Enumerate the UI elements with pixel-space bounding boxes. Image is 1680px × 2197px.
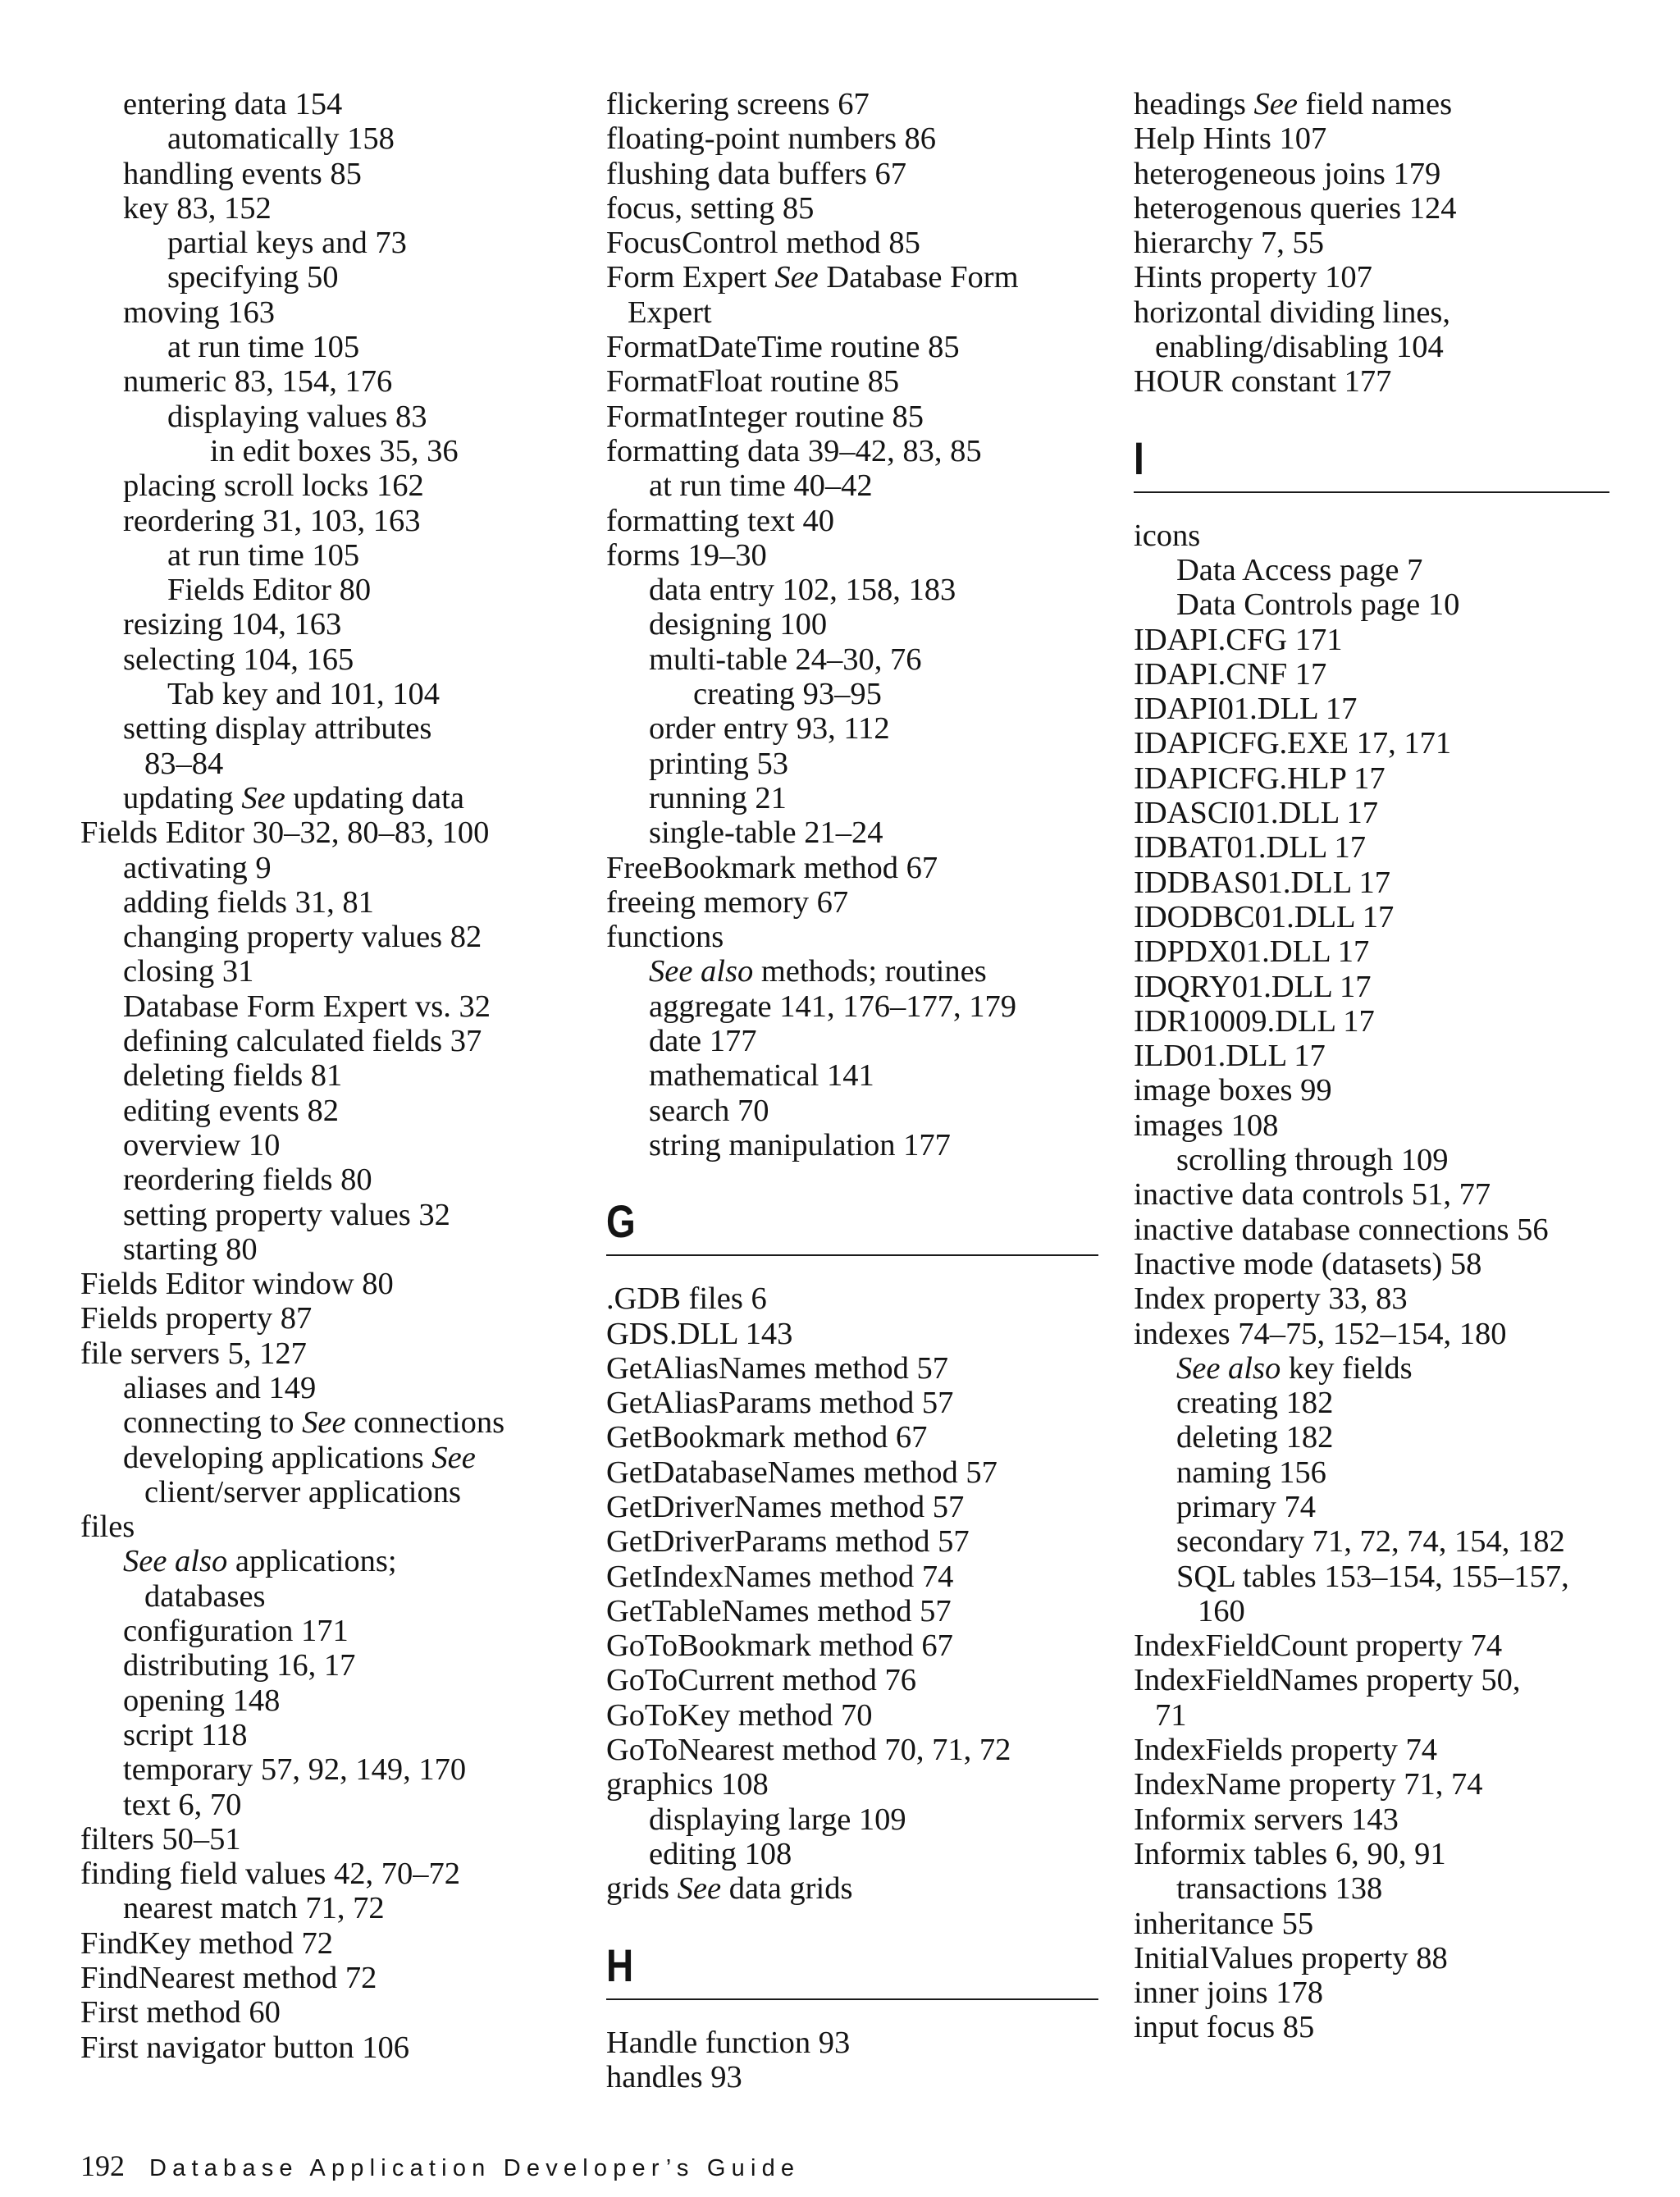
cross-reference: See — [677, 1871, 722, 1907]
index-entry — [1134, 87, 1609, 121]
cross-reference: See — [431, 1440, 476, 1475]
cross-reference: See — [241, 780, 285, 815]
entry-text: grids — [606, 1871, 678, 1907]
index-entry: activating 9 — [123, 850, 272, 885]
index-entry: IDAPICFG.EXE 17, 171 — [1134, 726, 1452, 761]
index-entry: single-table 21–24 — [649, 815, 883, 851]
index-entry: Handle function 93 — [606, 2025, 851, 2060]
index-entry: 83–84 — [144, 746, 224, 781]
page-number: 192 — [80, 2149, 125, 2182]
index-entry: Inactive mode (datasets) 58 — [1134, 1246, 1482, 1281]
index-entry: mathematical 141 — [649, 1058, 874, 1094]
entry-text: field names — [1297, 87, 1453, 121]
index-entry: GetDriverParams method 57 — [606, 1524, 970, 1560]
index-entry: text 6, 70 — [123, 1787, 242, 1822]
index-entry: Tab key and 101, 104 — [167, 677, 440, 712]
index-entry: databases — [144, 1578, 266, 1614]
index-entry: IndexFields property 74 — [1134, 1733, 1437, 1768]
index-entry: inactive data controls 51, 77 — [1134, 1177, 1491, 1213]
section-divider — [606, 1254, 1098, 1256]
cross-reference: See — [1253, 87, 1298, 121]
entry-text: data grids — [721, 1871, 853, 1907]
cross-reference: See also — [649, 954, 754, 989]
index-entry: printing 53 — [649, 746, 789, 781]
index-entry: flickering screens 67 — [606, 87, 870, 121]
entry-text: connecting to — [123, 1405, 303, 1441]
index-entry: in edit boxes 35, 36 — [210, 433, 459, 468]
index-entry: formatting data 39–42, 83, 85 — [606, 433, 982, 468]
index-entry: 71 — [1155, 1697, 1187, 1733]
page-footer — [80, 2148, 800, 2190]
index-entry — [80, 781, 589, 815]
index-entry: at run time 40–42 — [649, 468, 873, 504]
index-entry: secondary 71, 72, 74, 154, 182 — [1176, 1524, 1565, 1560]
index-entry: numeric 83, 154, 176 — [123, 364, 393, 400]
index-entry: primary 74 — [1176, 1489, 1316, 1524]
index-entry: forms 19–30 — [606, 537, 767, 573]
entry-text: connections — [345, 1405, 505, 1441]
index-entry: FindNearest method 72 — [80, 1961, 377, 1996]
index-entry: IDAPI.CFG 171 — [1134, 622, 1343, 657]
index-entry: aggregate 141, 176–177, 179 — [649, 989, 1016, 1024]
index-entry: Index property 33, 83 — [1134, 1281, 1408, 1317]
index-entry: Fields property 87 — [80, 1301, 313, 1336]
index-entry: files — [80, 1510, 135, 1545]
index-entry: GetIndexNames method 74 — [606, 1559, 954, 1594]
index-entry: reordering 31, 103, 163 — [123, 503, 421, 538]
index-entry: GetDatabaseNames method 57 — [606, 1455, 998, 1490]
entry-text: updating — [123, 780, 242, 815]
entry-text: key fields — [1281, 1350, 1413, 1386]
index-entry: GoToBookmark method 67 — [606, 1628, 953, 1664]
index-entry: opening 148 — [123, 1683, 281, 1718]
index-entry: enabling/disabling 104 — [1155, 330, 1444, 365]
index-entry: displaying large 109 — [649, 1802, 906, 1837]
index-entry: FreeBookmark method 67 — [606, 850, 938, 885]
index-entry: functions — [606, 920, 724, 955]
index-entry: freeing memory 67 — [606, 884, 849, 920]
index-entry: IDAPI.CNF 17 — [1134, 656, 1327, 692]
index-entry — [1134, 1351, 1609, 1386]
index-entry: client/server applications — [144, 1474, 461, 1510]
index-entry: GetAliasParams method 57 — [606, 1386, 954, 1421]
index-entry: IndexFieldCount property 74 — [1134, 1628, 1503, 1664]
index-entry: file servers 5, 127 — [80, 1336, 307, 1371]
index-entry: deleting fields 81 — [123, 1058, 343, 1094]
index-entry: IDODBC01.DLL 17 — [1134, 899, 1395, 934]
index-entry: running 21 — [649, 780, 787, 815]
index-entry — [606, 1871, 1098, 1906]
section-letter: G — [606, 1195, 636, 1248]
index-entry: entering data 154 — [123, 87, 343, 121]
index-entry: date 177 — [649, 1024, 757, 1059]
index-entry: FindKey method 72 — [80, 1925, 333, 1961]
cross-reference: See also — [123, 1544, 228, 1579]
index-entry: GDS.DLL 143 — [606, 1316, 793, 1351]
index-entry: GoToCurrent method 76 — [606, 1663, 916, 1698]
index-entry: setting property values 32 — [123, 1197, 450, 1232]
index-entry: starting 80 — [123, 1231, 258, 1267]
index-entry: distributing 16, 17 — [123, 1648, 356, 1683]
cross-reference: See — [774, 260, 819, 295]
index-entry: FormatFloat routine 85 — [606, 364, 900, 400]
index-entry: aliases and 149 — [123, 1370, 317, 1405]
index-entry: IDAPI01.DLL 17 — [1134, 692, 1358, 727]
index-entry: IDR10009.DLL 17 — [1134, 1003, 1375, 1039]
index-entry: Fields Editor 30–32, 80–83, 100 — [80, 815, 490, 851]
index-entry: heterogeneous joins 179 — [1134, 156, 1441, 191]
index-entry: setting display attributes — [123, 711, 432, 747]
index-entry — [80, 1441, 589, 1475]
index-entry: finding field values 42, 70–72 — [80, 1857, 460, 1892]
index-column-2 — [606, 87, 1098, 2094]
index-entry: scrolling through 109 — [1176, 1143, 1449, 1178]
index-entry: resizing 104, 163 — [123, 607, 342, 642]
index-entry: heterogenous queries 124 — [1134, 190, 1457, 226]
index-entry: Fields Editor window 80 — [80, 1267, 394, 1302]
index-entry: handles 93 — [606, 2059, 742, 2094]
index-entry: order entry 93, 112 — [649, 711, 890, 747]
cross-reference: See also — [1176, 1350, 1281, 1386]
index-entry: inheritance 55 — [1134, 1906, 1314, 1941]
index-entry: Hints property 107 — [1134, 260, 1372, 295]
index-entry: FormatDateTime routine 85 — [606, 330, 960, 365]
index-entry: placing scroll locks 162 — [123, 468, 424, 504]
index-entry: Expert — [628, 295, 712, 330]
index-entry: Data Access page 7 — [1176, 552, 1423, 587]
index-entry: selecting 104, 165 — [123, 642, 354, 677]
index-entry: Help Hints 107 — [1134, 121, 1327, 157]
cross-reference: See — [302, 1405, 346, 1441]
index-entry — [80, 1405, 589, 1440]
section-header-i — [1134, 400, 1609, 518]
index-entry: IndexName property 71, 74 — [1134, 1767, 1483, 1802]
index-entry: First navigator button 106 — [80, 2030, 410, 2065]
index-entry: automatically 158 — [167, 121, 395, 157]
index-entry: IDBAT01.DLL 17 — [1134, 830, 1367, 866]
index-entry: .GDB files 6 — [606, 1281, 767, 1317]
index-entry: IDPDX01.DLL 17 — [1134, 934, 1370, 970]
index-entry — [606, 954, 1098, 989]
index-column-1 — [80, 87, 589, 2065]
index-entry: GetTableNames method 57 — [606, 1593, 952, 1628]
index-entry: displaying values 83 — [167, 399, 427, 434]
index-entry: image boxes 99 — [1134, 1073, 1332, 1108]
index-column-3 — [1134, 87, 1609, 2045]
index-entry: inactive database connections 56 — [1134, 1212, 1549, 1247]
index-entry: string manipulation 177 — [649, 1127, 951, 1162]
index-entry: GetAliasNames method 57 — [606, 1350, 948, 1386]
index-entry: deleting 182 — [1176, 1420, 1334, 1455]
index-entry: Data Controls page 10 — [1176, 587, 1460, 623]
index-entry: multi-table 24–30, 76 — [649, 642, 922, 677]
section-header-h — [606, 1907, 1098, 2026]
index-entry: Informix servers 143 — [1134, 1802, 1399, 1837]
index-entry: IndexFieldNames property 50, — [1134, 1663, 1521, 1698]
index-entry: IDQRY01.DLL 17 — [1134, 969, 1372, 1004]
section-divider — [1134, 491, 1609, 493]
index-entry: Informix tables 6, 90, 91 — [1134, 1836, 1446, 1871]
index-entry: images 108 — [1134, 1108, 1279, 1143]
index-entry: ILD01.DLL 17 — [1134, 1039, 1326, 1074]
index-entry: floating-point numbers 86 — [606, 121, 937, 157]
index-entry: 160 — [1198, 1593, 1245, 1628]
index-entry: formatting text 40 — [606, 503, 834, 538]
book-title: Database Application Developer’s Guide — [149, 2155, 801, 2181]
index-entry: GoToNearest method 70, 71, 72 — [606, 1733, 1011, 1768]
index-entry: input focus 85 — [1134, 2010, 1315, 2045]
index-entry: overview 10 — [123, 1127, 281, 1162]
index-entry: at run time 105 — [167, 330, 360, 365]
index-entry: hierarchy 7, 55 — [1134, 226, 1324, 261]
index-entry: icons — [1134, 518, 1201, 553]
section-header-g — [606, 1162, 1098, 1281]
index-entry: IDASCI01.DLL 17 — [1134, 796, 1378, 831]
entry-text: headings — [1134, 87, 1254, 121]
index-entry: GoToKey method 70 — [606, 1697, 873, 1733]
index-entry: FocusControl method 85 — [606, 226, 920, 261]
index-entry: IDDBAS01.DLL 17 — [1134, 865, 1390, 900]
index-entry: creating 182 — [1176, 1386, 1334, 1421]
index-entry: key 83, 152 — [123, 190, 272, 226]
entry-text: developing applications — [123, 1440, 432, 1475]
entry-text: applications; — [227, 1544, 397, 1579]
index-entry: configuration 171 — [123, 1614, 349, 1649]
index-entry: partial keys and 73 — [167, 226, 407, 261]
index-entry: graphics 108 — [606, 1767, 769, 1802]
index-entry: GetDriverNames method 57 — [606, 1489, 965, 1524]
index-entry: adding fields 31, 81 — [123, 884, 374, 920]
entry-text: Database Form — [818, 260, 1019, 295]
index-entry: at run time 105 — [167, 537, 360, 573]
index-entry: editing 108 — [649, 1836, 792, 1871]
entry-text: Form Expert — [606, 260, 775, 295]
index-entry: changing property values 82 — [123, 920, 482, 955]
section-letter: I — [1134, 432, 1144, 484]
index-entry: specifying 50 — [167, 260, 339, 295]
entry-text: updating data — [285, 780, 464, 815]
index-entry: InitialValues property 88 — [1134, 1940, 1448, 1975]
index-entry: nearest match 71, 72 — [123, 1891, 385, 1926]
index-entry: transactions 138 — [1176, 1871, 1383, 1907]
index-entry: designing 100 — [649, 607, 828, 642]
index-entry: script 118 — [123, 1717, 248, 1752]
section-divider — [606, 1998, 1098, 2000]
index-entry: temporary 57, 92, 149, 170 — [123, 1752, 467, 1788]
index-entry: creating 93–95 — [693, 677, 882, 712]
index-entry: search 70 — [649, 1093, 769, 1128]
index-entry: moving 163 — [123, 295, 276, 330]
index-entry — [606, 260, 1098, 295]
index-entry: filters 50–51 — [80, 1821, 241, 1857]
entry-text: methods; routines — [753, 954, 987, 989]
index-entry: indexes 74–75, 152–154, 180 — [1134, 1316, 1507, 1351]
index-entry: data entry 102, 158, 183 — [649, 573, 956, 608]
index-entry: HOUR constant 177 — [1134, 364, 1392, 400]
index-entry: horizontal dividing lines, — [1134, 295, 1451, 330]
index-entry: FormatInteger routine 85 — [606, 399, 924, 434]
index-entry: inner joins 178 — [1134, 1975, 1323, 2011]
index-entry: SQL tables 153–154, 155–157, — [1176, 1559, 1569, 1594]
index-entry: GetBookmark method 67 — [606, 1420, 928, 1455]
index-entry: reordering fields 80 — [123, 1162, 372, 1198]
index-entry: editing events 82 — [123, 1093, 340, 1128]
index-entry — [80, 1544, 589, 1578]
index-entry: Database Form Expert vs. 32 — [123, 989, 491, 1024]
index-entry: IDAPICFG.HLP 17 — [1134, 760, 1386, 796]
index-entry: naming 156 — [1176, 1455, 1326, 1490]
index-entry: closing 31 — [123, 954, 254, 989]
index-entry: Fields Editor 80 — [167, 573, 372, 608]
index-entry: handling events 85 — [123, 156, 362, 191]
index-entry: focus, setting 85 — [606, 190, 815, 226]
index-entry: flushing data buffers 67 — [606, 156, 907, 191]
index-entry: First method 60 — [80, 1995, 281, 2030]
section-letter: H — [606, 1939, 634, 1991]
index-entry: defining calculated fields 37 — [123, 1024, 482, 1059]
